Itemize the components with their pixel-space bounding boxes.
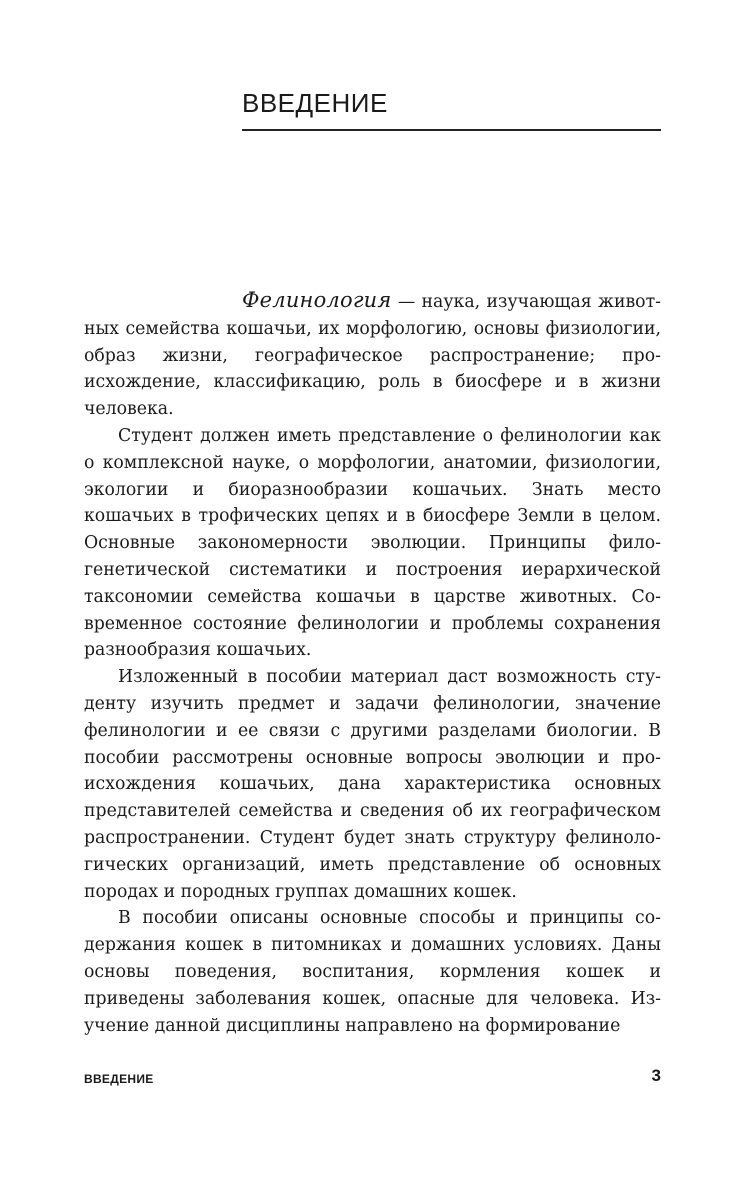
paragraph-1-text: — наука, изучающая животных семейства кошачьи, их морфологию, основы физиологии, образ жизни, географическое распространение; происхождение, классификацию, роль в биосфере и в жизни человека.	[84, 292, 661, 420]
defined-term: Фелинология	[242, 288, 392, 312]
chapter-title: ВВЕДЕНИЕ	[242, 88, 388, 118]
title-underline-rule	[242, 129, 661, 131]
page-number: 3	[651, 1066, 661, 1085]
paragraph-4: В пособии описаны основные способы и принципы содержания кошек в питомниках и домашних условиях. Даны основы поведения, воспитания, кормления кошек и приведены заболевания кошек, опасные для человека. Изучение данной дисциплины направлено на формирование	[84, 908, 661, 1036]
body-text	[84, 287, 661, 1039]
paragraph-3: Изложенный в пособии материал даст возможность студенту изучить предмет и задачи фелинологии, значение фелинологии и ее связи с другими разделами биологии. В пособии рассмотрены основные вопросы эволюции и происхождения кошачьих, дана характеристика основных представителей семейства и сведения об их географическом распространении. Студент будет знать структуру фелинологических организаций, иметь представление об основных породах и породных группах домашних кошек.	[84, 667, 661, 902]
paragraph-1	[84, 287, 661, 423]
paragraph-2: Студент должен иметь представление о фелинологии как о комплексной науке, о морфологии, анатомии, физиологии, экологии и биоразнообразии кошачьих. Знать место кошачьих в трофических цепях и в биосфере Земли в целом. Основные закономерности эволюции. Принципы филогенетической систематики и построения иерархической таксономии семейства кошачьи в царстве животных. Современное состояние фелинологии и проблемы сохранения разнообразия кошачьих.	[84, 425, 661, 661]
running-head: ВВЕДЕНИЕ	[84, 1072, 154, 1086]
